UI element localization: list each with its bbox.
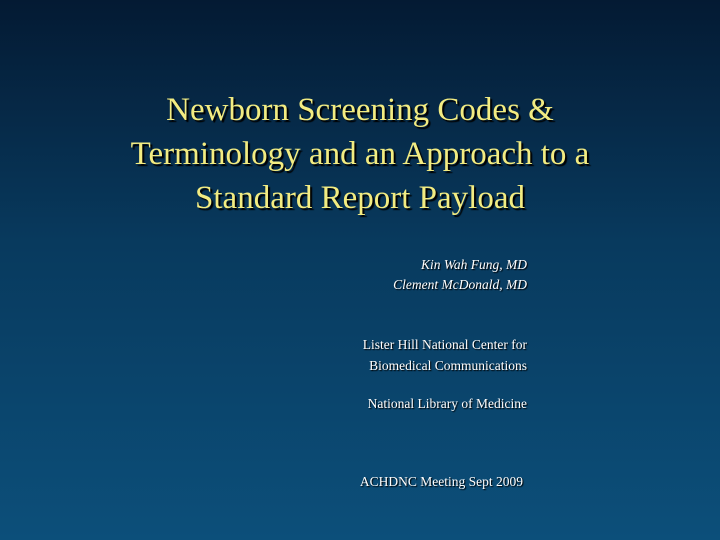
authors-block [393, 255, 527, 295]
affiliation-line: Lister Hill National Center for [362, 337, 527, 352]
author-name: Kin Wah Fung, MD [420, 257, 527, 272]
affiliation-line: Biomedical Communications [369, 358, 527, 373]
slide-title [60, 88, 660, 220]
meeting-info: ACHDNC Meeting Sept 2009 [359, 474, 523, 489]
title-line-3: Standard Report Payload [195, 180, 525, 216]
title-line-1: Newborn Screening Codes & [166, 92, 554, 128]
title-line-2: Terminology and an Approach to a [130, 136, 590, 172]
author-name: Clement McDonald, MD [393, 277, 527, 292]
library-name: National Library of Medicine [367, 396, 527, 411]
affiliation-block [363, 334, 527, 376]
